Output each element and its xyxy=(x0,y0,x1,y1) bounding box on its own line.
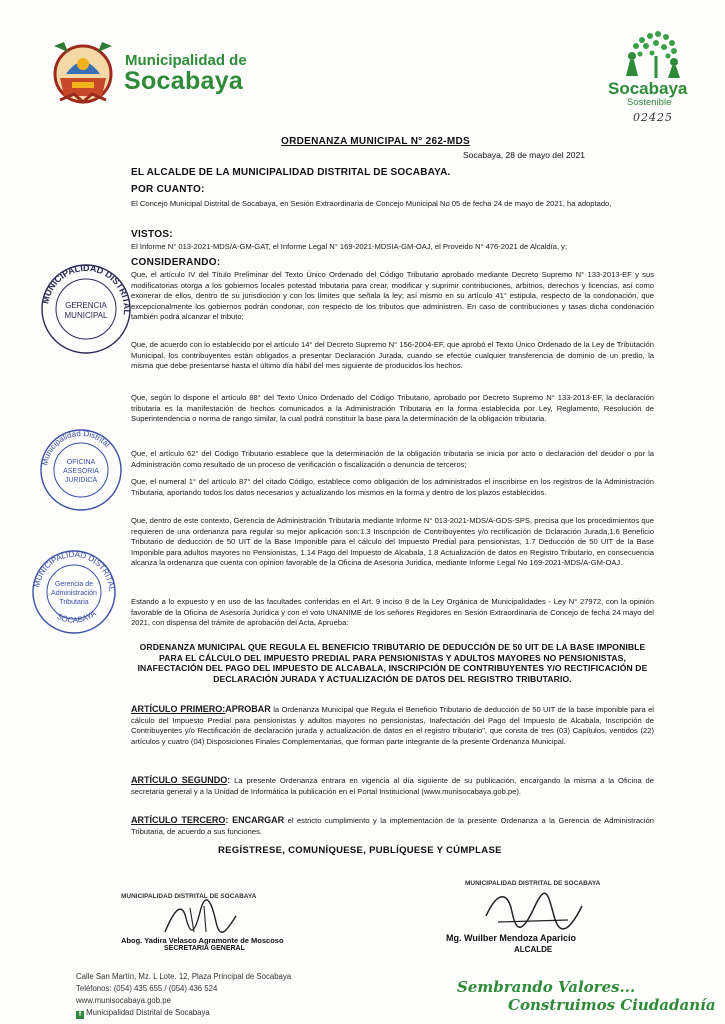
considerando-paragraph: Que, el numeral 1° del artículo 87° del citado Código, establece como obligación de los administrados el inscribirse en los registros de la Administración Tributaria, aportando todos los datos necesarios y actualizando los mismos en la forma y dentro de los plazos establecidos. xyxy=(131,477,654,497)
article-third xyxy=(131,815,654,837)
footer-phones: Teléfonos: (054) 435 655 / (054) 436 524 xyxy=(76,984,218,993)
article-verb: : xyxy=(227,775,231,785)
stamp-ring-text: MUNICIPALIDAD DISTRITAL xyxy=(40,262,132,316)
municipality-label: Municipalidad de xyxy=(125,52,247,69)
article-text: el estricto cumplimiento y la implementación de la presente Ordenanza a la Gerencia de Administración Tributaria, de acuerdo a sus funciones. xyxy=(131,816,654,836)
municipality-name: Socabaya xyxy=(124,67,244,95)
stamp-center-text: Gerencia de xyxy=(54,581,94,588)
considerando-paragraph: Que, el artículo 62° del Código Tributario establece que la determinación de la obligación tributaria se inicia por acto o declaración del deudor o por la Administración como resultado de un proceso de verificación o fiscalización o denuncia de terceros; xyxy=(131,449,654,469)
registry-number: 02425 xyxy=(633,111,673,124)
por-cuanto-heading: POR CUANTO: xyxy=(131,184,205,195)
stamp-ring-text: MUNICIPALIDAD DISTRITAL xyxy=(32,549,117,592)
stamp-ring-text: SOCABAYA xyxy=(55,608,98,625)
stamp-center-text: Administración xyxy=(51,590,97,597)
por-cuanto-text: El Concejo Municipal Distrital de Socabaya, en Sesión Extraordinaria de Concejo Municipal No 05 de fecha 24 de mayo de 2021, ha adoptado, xyxy=(131,199,612,208)
article-verb: APROBAR xyxy=(225,704,271,714)
secretaria-name: Abog. Yadira Velasco Agramonte de Moscoso xyxy=(121,936,284,945)
slogan-line-1: Sembrando Valores... xyxy=(457,978,636,996)
article-label: ARTÍCULO SEGUNDO xyxy=(131,775,228,785)
asesoria-juridica-stamp xyxy=(38,422,124,518)
closing-formula: REGÍSTRESE, COMUNÍQUESE, PUBLÍQUESE Y CÚMPLASE xyxy=(218,845,502,856)
facebook-icon: f xyxy=(76,1011,84,1019)
brand-tagline: Sostenible xyxy=(627,97,672,108)
considerando-heading: CONSIDERANDO: xyxy=(131,257,221,268)
slogan-line-2: Construimos Ciudadanía xyxy=(508,996,716,1014)
secretaria-signature-icon xyxy=(160,898,240,938)
secretaria-title: SECRETARIA GENERAL xyxy=(164,945,245,952)
ordinance-title: ORDENANZA MUNICIPAL N° 262-MDS xyxy=(281,136,470,147)
stamp-ring-text: Municipalidad Distrital xyxy=(40,428,112,467)
footer-address: Calle San Martín, Mz. L Lote. 12, Plaza Principal de Socabaya xyxy=(76,972,292,981)
article-verb: : ENCARGAR xyxy=(225,815,285,825)
alcalde-title: ALCALDE xyxy=(514,945,553,954)
stamp-center-text: MUNICIPAL xyxy=(64,311,108,320)
article-text: la Ordenanza Municipal que Regula el Beneficio Tributario de deducción de 50 UIT de la base imponible para el cálculo del Impuesto Predial para pensionistas y adultos mayores no pensionistas, Inafectación del Pago del Impuesto de Alcabala, Inscripción de Contribuyentes y/o Rectificación de declaración jurada y actualización de datos en el registro tributario", que consta de tres (03) Capítulos, ventidos (22) artículos y cuatro (04) Disposiciones Finales Complementarias, que forman parte integrante de la presente Ordenanza Municipal. xyxy=(131,705,654,746)
administracion-tributaria-stamp xyxy=(30,546,118,638)
stamp-center-text: OFICINA xyxy=(66,459,96,466)
considerando-paragraph: Que, según lo dispone el artículo 88° del Texto Único Ordenado del Código Tributario, aprobado por Decreto Supremo N° 133-2013-EF, la declaración tributaria es la manifestación de hechos comunicados a la Administración Tributaria en la forma establecida por Ley, Reglamento, Resolución de Superintendencia o norma de rango similar, la cual podrá constituir la base para la determinación de la obligación tributaria. xyxy=(131,393,654,424)
article-label: ARTÍCULO TERCERO xyxy=(131,815,226,825)
alcalde-signature-icon xyxy=(478,886,588,938)
brand-name: Socabaya xyxy=(608,79,688,98)
article-second xyxy=(131,775,654,797)
gerencia-municipal-stamp xyxy=(40,258,132,360)
ordinance-date: Socabaya, 28 de mayo del 2021 xyxy=(463,150,585,160)
stamp-center-text: JURIDICA xyxy=(64,477,98,484)
considerando-paragraph: Que, de acuerdo con lo establecido por el artículo 14° del Decreto Supremo N° 156-2004-EF, que aprobó el Texto Único Ordenado de la Ley de Tributación Municipal, los contribuyentes están obligados a presentar Declaración Jurada, cuando se efectúe cualquier transferencia de dominio de un predio, la misma que debe presentarse hasta el último día hábil del mes siguiente de producidos los hechos. xyxy=(131,340,654,371)
article-first xyxy=(131,704,654,747)
footer-facebook xyxy=(76,1008,210,1019)
vistos-heading: VISTOS: xyxy=(131,229,173,240)
footer-website: www.munisocabaya.gob.pe xyxy=(76,996,171,1005)
facebook-page-name: Municipalidad Distrital de Socabaya xyxy=(86,1008,210,1017)
mayor-heading: EL ALCALDE DE LA MUNICIPALIDAD DISTRITAL DE SOCABAYA. xyxy=(131,167,451,178)
stamp-center-text: ASESORIA xyxy=(63,468,99,475)
considerando-paragraph: Estando a lo expuesto y en uso de las facultades conferidas en el Art. 9 inciso 8 de la Ley Orgánica de Municipalidades - Ley N° 27972, con la opinión favorable de la Oficina de Asesoría Jurídica y con el voto UNANIME de los señores Regidores en Sesión Extraordinaria de Concejo de fecha 24 mayo del 2021, con dispensa del trámite de aprobación del Acta, Aprueba: xyxy=(131,597,654,628)
considerando-paragraph: Que, dentro de este contexto, Gerencia de Administración Tributaria mediante Informe N° 013-2021-MDS/A-GDS-SPS, precisa que los procedimientos que requieren de una ordenanza para regular su mejor aplicación son:1.3 Inscripción de Contribuyentes y/o rectificación de Dclaración Jurada,1.6 Beneficio Tributario de deducción de 50 UIT de la Base Imponible para el cálculo del Impuesto Predial para pensionistas, 1.7 Deducción de 50 UIT de la Base Imponible para adultos mayores no Pensionistas, 1.14 Pago del Impuesto de Alcabala, 1.8 Actualización de datos en Registro Tributario, en consecuencia alcanza la ordenanza que cuenta con opinion favorable de la Oficina de Asesoria Juridica, mediante Informe Legal No 169-2021-MDS/A-GM-OAJ. xyxy=(131,516,654,568)
municipal-coat-of-arms-icon xyxy=(50,38,116,106)
alcalde-name: Mg. Wuilber Mendoza Aparicio xyxy=(446,933,577,943)
secretaria-stamp-text: MUNICIPALIDAD DISTRITAL DE SOCABAYA xyxy=(121,893,257,900)
vistos-text: El Informe N° 013-2021-MDS/A-GM-GAT, el Informe Legal N° 169-2021-MDSIA-GM-OAJ, el Proveido N° 476-2021 de Alcaldía, y; xyxy=(131,242,568,251)
article-label: ARTÍCULO PRIMERO: xyxy=(131,704,226,714)
ordinance-heading: ORDENANZA MUNICIPAL QUE REGULA EL BENEFICIO TRIBUTARIO DE DEDUCCIÓN DE 50 UIT DE LA BASE IMPONIBLE PARA EL CÁLCULO DEL IMPUESTO PREDIAL PARA PENSIONISTAS Y ADULTOS MAYORES NO PENSIONISTAS, INAFECTACIÓN DEL PAGO DEL IMPUESTO DE ALCABALA, INSCRIPCIÓN DE CONTRIBUYENTES Y/O RECTIFICACIÓN DE DECLARACIÓN JURADA Y ACTUALIZACIÓN DE DATOS DEL REGISTRO TRIBUTARIO. xyxy=(137,642,648,684)
alcalde-stamp-text: MUNICIPALIDAD DISTRITAL DE SOCABAYA xyxy=(465,880,601,887)
stamp-center-text: GERENCIA xyxy=(65,301,107,310)
article-text: La presente Ordenanza entrara en vigencia al día siguiente de su publicación, encargando la misma a la Oficina de secretaria general y a la Unidad de Informática la publicación en el Portal Institucional (www.munisocabaya.gob.pe). xyxy=(131,776,654,796)
svg-text:SOCABAYA xyxy=(55,609,98,625)
stamp-center-text: Tributaria xyxy=(59,599,89,606)
considerando-paragraph: Que, el artículo IV del Título Preliminar del Texto Único Ordenado del Código Tributario aprobado mediante Decreto Supremo N° 133-2013-EF y sus modificatorias otorga a los gobiernos locales potestad tributaria para crear, modificar y suprimir contribuciones, arbitrios, derechos y licencias, así como exonerar de ellos, dentro de su jurisdicción y con los límites que señala la ley; así mismo en su artículo 41° estipula, respecto de la condonación, que excepcionalmente los gobiernos podrán condonar, con respecto de los tributos que administren. En caso de contribuciones y tasas dicha condonación también podrá alcanzar el tributo; xyxy=(131,270,654,322)
